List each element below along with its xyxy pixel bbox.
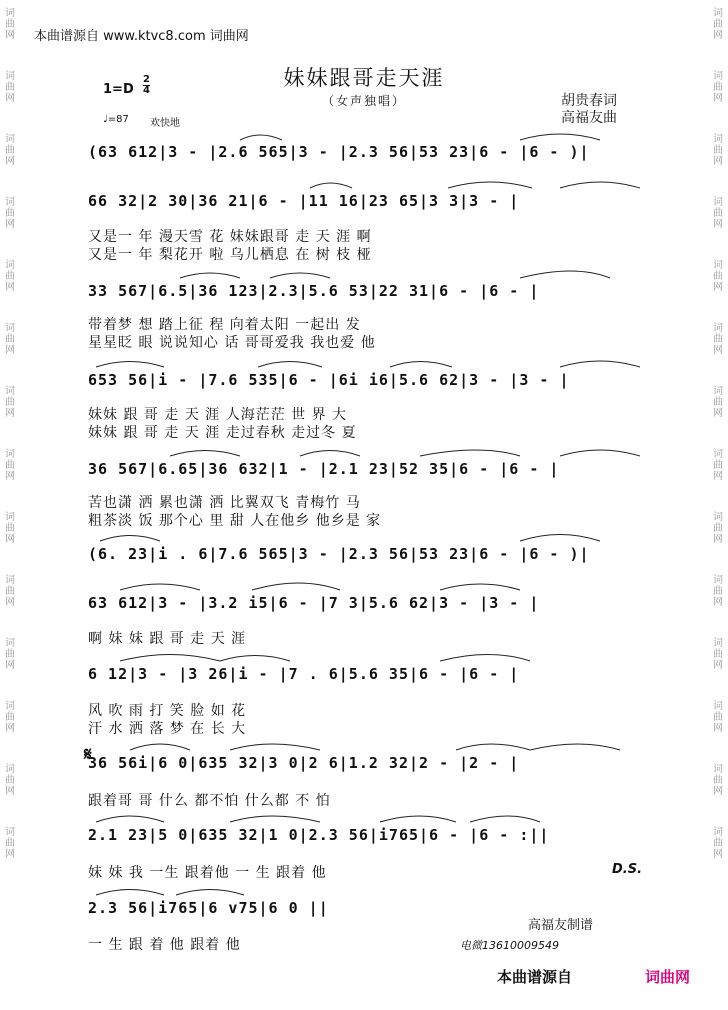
notation-row-6: (6. 23|i . 6|7.6 565|3 - |2.3 56|53 23|6 - |6 - )| <box>88 545 590 563</box>
lyric-row-2-verse-1: 又是一 年 漫天雪 花 妹妹跟哥 走 天 涯 啊 <box>88 229 372 245</box>
composer-credit: 高福友曲 <box>561 110 617 126</box>
left-watermark-3: 词曲网 <box>5 134 15 167</box>
notation-row-9: 36 56i|6 0|635 32|3 0|2 6|1.2 32|2 - |2 - | <box>88 754 520 772</box>
right-watermark-8: 词曲网 <box>713 449 723 482</box>
notation-row-5: 36 567|6.65|36 632|1 - |2.1 23|52 35|6 - |6 - | <box>88 460 560 478</box>
left-watermark-5: 词曲网 <box>5 260 15 293</box>
right-watermark-7: 词曲网 <box>713 386 723 419</box>
segno-sign: 𝄋 <box>84 744 92 765</box>
left-watermark-2: 词曲网 <box>5 71 15 104</box>
tempo-marking: ♩=87 <box>103 114 129 125</box>
maker-contact: 电微13610009549 <box>460 939 559 952</box>
score-maker: 高福友制谱 <box>528 918 594 933</box>
left-watermark-top: 词曲网 <box>5 8 15 41</box>
right-watermark-9: 词曲网 <box>713 512 723 545</box>
left-watermark-7: 词曲网 <box>5 386 15 419</box>
notation-row-10: 2.1 23|5 0|635 32|1 0|2.3 56|i765|6 - |6 - :|| <box>88 826 550 844</box>
lyric-row-10: 妹 妹 我 一生 跟着他 一 生 跟着 他 <box>88 865 327 881</box>
notation-row-1: (63 612|3 - |2.6 565|3 - |2.3 56|53 23|6 - |6 - )| <box>88 143 590 161</box>
footer-site-name: 词曲网 <box>645 968 691 986</box>
lyric-row-8-verse-1: 风 吹 雨 打 笑 脸 如 花 <box>88 703 247 719</box>
notation-row-11: 2.3 56|i765|6 v75|6 0 || <box>88 899 329 917</box>
left-watermark-8: 词曲网 <box>5 449 15 482</box>
tempo-word: 欢快地 <box>150 118 180 129</box>
left-watermark-10: 词曲网 <box>5 575 15 608</box>
left-watermark-9: 词曲网 <box>5 512 15 545</box>
right-watermark-13: 词曲网 <box>713 764 723 797</box>
notation-row-3: 33 567|6.5|36 123|2.3|5.6 53|22 31|6 - |6 - | <box>88 282 540 300</box>
left-watermark-6: 词曲网 <box>5 323 15 356</box>
lyric-row-5-verse-2: 粗茶淡 饭 那个心 里 甜 人在他乡 他乡是 家 <box>88 513 382 529</box>
lyric-row-4-verse-2: 妹妹 跟 哥 走 天 涯 走过春秋 走过冬 夏 <box>88 425 357 441</box>
right-watermark-3: 词曲网 <box>713 134 723 167</box>
left-watermark-13: 词曲网 <box>5 764 15 797</box>
dal-segno-mark: D.S. <box>612 862 643 877</box>
notation-row-7: 63 612|3 - |3.2 i5|6 - |7 3|5.6 62|3 - |3 - | <box>88 594 540 612</box>
lyric-row-9: 跟着哥 哥 什么 都不怕 什么都 不 怕 <box>88 793 331 809</box>
right-watermark-10: 词曲网 <box>713 575 723 608</box>
left-watermark-4: 词曲网 <box>5 197 15 230</box>
notation-row-4: 653 56|i - |7.6 535|6 - |6i i6|5.6 62|3 - |3 - | <box>88 371 570 389</box>
right-watermark-14: 词曲网 <box>713 827 723 860</box>
left-watermark-11: 词曲网 <box>5 638 15 671</box>
lyric-row-4-verse-1: 妹妹 跟 哥 走 天 涯 人海茫茫 世 界 大 <box>88 407 348 423</box>
right-watermark-11: 词曲网 <box>713 638 723 671</box>
lyric-row-7: 啊 妹 妹 跟 哥 走 天 涯 <box>88 631 247 647</box>
right-watermark-top: 词曲网 <box>713 8 723 41</box>
right-watermark-6: 词曲网 <box>713 323 723 356</box>
notation-row-2: 66 32|2 30|36 21|6 - |11 16|23 65|3 3|3 - | <box>88 192 520 210</box>
meter-top: 2 <box>143 74 150 85</box>
right-watermark-2: 词曲网 <box>713 71 723 104</box>
lyric-row-3-verse-1: 带着梦 想 踏上征 程 向着太阳 一起出 发 <box>88 317 361 333</box>
song-subtitle: （女声独唱） <box>321 94 406 108</box>
right-watermark-4: 词曲网 <box>713 197 723 230</box>
song-title: 妹妹跟哥走天涯 <box>283 66 445 90</box>
source-banner: 本曲谱源自 www.ktvc8.com 词曲网 <box>34 29 249 44</box>
footer-source-text: 本曲谱源自 <box>497 968 573 986</box>
meter-bottom: 4 <box>143 85 150 96</box>
left-watermark-14: 词曲网 <box>5 827 15 860</box>
right-watermark-12: 词曲网 <box>713 701 723 734</box>
key-signature: 1=D <box>103 82 134 97</box>
lyricist-credit: 胡贵春词 <box>561 93 617 109</box>
right-watermark-5: 词曲网 <box>713 260 723 293</box>
lyric-row-2-verse-2: 又是一 年 梨花开 啦 乌儿栖息 在 树 枝 桠 <box>88 247 372 263</box>
lyric-row-11: 一 生 跟 着 他 跟着 他 <box>88 937 241 953</box>
lyric-row-5-verse-1: 苦也潇 洒 累也潇 洒 比翼双飞 青梅竹 马 <box>88 495 361 511</box>
notation-row-8: 6 12|3 - |3 26|i - |7 . 6|5.6 35|6 - |6 - | <box>88 665 520 683</box>
lyric-row-8-verse-2: 汗 水 洒 落 梦 在 长 大 <box>88 721 247 737</box>
lyric-row-3-verse-2: 星星眨 眼 说说知心 话 哥哥爱我 我也爱 他 <box>88 335 376 351</box>
left-watermark-12: 词曲网 <box>5 701 15 734</box>
